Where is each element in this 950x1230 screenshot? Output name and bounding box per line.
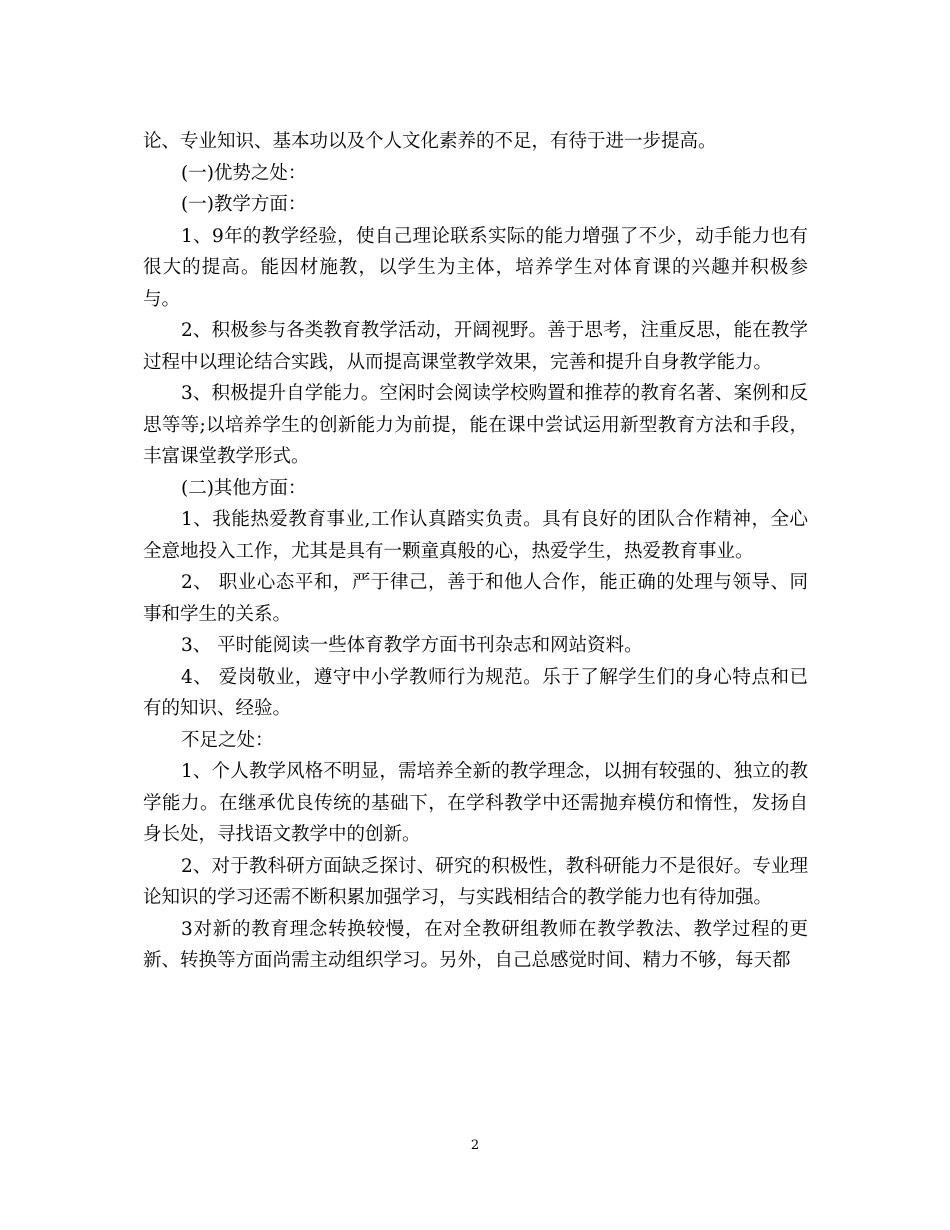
heading-teaching: (一)教学方面： [181, 194, 307, 215]
paragraph-shortcoming-2: 2、对于教科研方面缺乏探讨、研究的积极性，教科研能力不是很好。专业理论知识的学习还需不断积累加强学习，与实践相结合的教学能力也有待加强。 [143, 855, 808, 908]
page-number: 2 [470, 1138, 480, 1153]
paragraph-teaching-2: 2、积极参与各类教育教学活动，开阔视野。善于思考，注重反思，能在教学过程中以理论结合实践，从而提高课堂教学效果，完善和提升自身教学能力。 [143, 320, 808, 373]
paragraph-other-1: 1、我能热爱教育事业,工作认真踏实负责。具有良好的团队合作精神，全心全意地投入工作，尤其是具有一颗童真般的心，热爱学生，热爱教育事业。 [143, 509, 808, 562]
paragraph-shortcoming-3: 3对新的教育理念转换较慢，在对全教研组教师在教学教法、教学过程的更新、转换等方面尚需主动组织学习。另外，自己总感觉时间、精力不够，每天都 [143, 918, 808, 971]
heading-advantages: (一)优势之处： [181, 162, 307, 184]
paragraph-other-2: 2、 职业心态平和，严于律己，善于和他人合作，能正确的处理与领导、同事和学生的关系。 [143, 572, 808, 625]
paragraph-other-3: 3、 平时能阅读一些体育教学方面书刊杂志和网站资料。 [181, 635, 643, 656]
document-body [143, 126, 808, 977]
heading-shortcomings: 不足之处： [181, 729, 274, 751]
heading-other: (二)其他方面： [181, 477, 307, 499]
paragraph-other-4: 4、 爱岗敬业，遵守中小学教师行为规范。乐于了解学生们的身心特点和已有的知识、经验。 [143, 666, 808, 719]
paragraph-teaching-3: 3、积极提升自学能力。空闲时会阅读学校购置和推荐的教育名著、案例和反思等等;以培养学生的创新能力为前提，能在课中尝试运用新型教育方法和手段，丰富课堂教学形式。 [143, 383, 808, 467]
paragraph-shortcoming-1: 1、个人教学风格不明显，需培养全新的教学理念，以拥有较强的、独立的教学能力。在继承优良传统的基础下，在学科教学中还需抛弃模仿和惰性，发扬自身长处，寻找语文教学中的创新。 [143, 761, 808, 845]
paragraph-continuation: 论、专业知识、基本功以及个人文化素养的不足，有待于进一步提高。 [143, 131, 717, 152]
paragraph-teaching-1: 1、9年的教学经验，使自己理论联系实际的能力增强了不少，动手能力也有很大的提高。能因材施教，以学生为主体，培养学生对体育课的兴趣并积极参与。 [143, 225, 808, 310]
